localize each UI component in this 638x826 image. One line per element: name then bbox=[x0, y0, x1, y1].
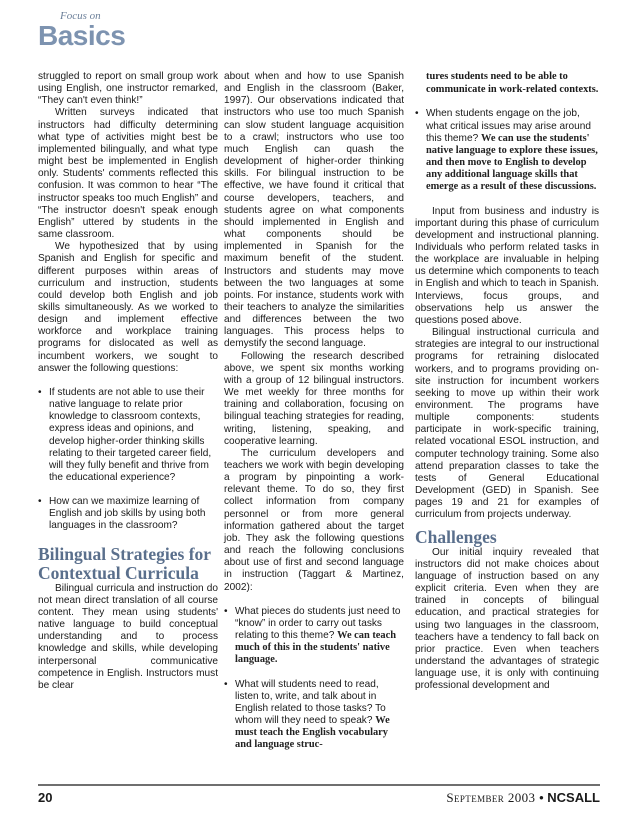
question-list bbox=[38, 496, 218, 532]
list-item bbox=[224, 606, 404, 667]
list-item: • If students are not able to use their native language to relate prior knowledge to classroom contexts, express ideas and opinions, and develop higher-order thinking skills relating to their targeted career field, will they fully benefit and thrive from the educational experience? bbox=[38, 387, 218, 484]
footer-issue-line bbox=[446, 790, 600, 806]
masthead-logo bbox=[38, 10, 178, 52]
masthead-basics: Basics bbox=[38, 20, 126, 51]
publisher-name: NCSALL bbox=[547, 790, 600, 805]
answer-text: We must teach the English vocabulary and language struc- bbox=[235, 714, 390, 751]
list-item bbox=[224, 679, 404, 752]
question-text: What will students need to read, listen to, write, and talk about in English related to those tasks? To whom will they need to speak? bbox=[235, 678, 386, 726]
question-list bbox=[224, 679, 404, 752]
answer-text: We can teach much of this in the students' native language. bbox=[235, 630, 396, 666]
issue-date: September 2003 bbox=[446, 790, 536, 805]
list-item bbox=[415, 108, 599, 193]
column-2 bbox=[224, 71, 404, 751]
question-list bbox=[224, 606, 404, 667]
section-heading: Challenges bbox=[415, 526, 497, 547]
answer-continuation: tures students need to be able to communicate in work-related contexts. bbox=[426, 71, 599, 95]
paragraph: Following the research described above, we spent six months working with a group of 12 bilingual instructors. We met weekly for three months for training and collaboration, focusing on bilingual teaching strategies for reading, writing, listening, speaking, and cooperative learning. bbox=[224, 350, 404, 447]
paragraph: Input from business and industry is important during this phase of curriculum development and instructional planning. Individuals who perform related tasks in the workplace are invaluable in helping us determine which components to teach in English and which to teach in Spanish. Interviews, focus groups, and observations help us answer the questions posed above. bbox=[415, 205, 599, 326]
masthead-focus-on: Focus on bbox=[60, 10, 101, 22]
column-3 bbox=[415, 71, 599, 692]
paragraph: Written surveys indicated that instructors had difficulty determining what type of activities might best be implemented bilingually, and what type might best be implemented in English only. Students' comments reflected this confusion. It was common to hear “The instructor speaks too much English” and “The instructor doesn't speak enough English” uttered by students in the same classroom. bbox=[38, 107, 218, 241]
paragraph: We hypothesized that by using Spanish and English for specific and different purposes within areas of curriculum and instruction, students could develop both English and job skills simultaneously. As we worked to design and implement effective workforce and workplace training programs for dislocated as well as incumbent workers, we sought to answer the following questions: bbox=[38, 241, 218, 374]
footer-rule bbox=[38, 784, 600, 786]
page-number: 20 bbox=[38, 790, 53, 805]
question-text: When students engage on the job, what critical issues may arise around this theme? bbox=[426, 108, 591, 144]
footer-separator: • bbox=[539, 790, 544, 805]
paragraph: Bilingual instructional curricula and strategies are integral to our instructional programs for retraining dislocated workers, and to programs providing on-site instruction for incumbent workers seeking to move up within their work environment. The programs have multiple components: students participate in work-specific training, related vocational ESOL instruction, and computer technology training. Some also attend preparation classes to take the tests of General Educational Development (GED) in Spanish. See pages 19 and 21 for examples of curriculum from projects underway. bbox=[415, 327, 599, 521]
question-list bbox=[38, 387, 218, 484]
column-1 bbox=[38, 71, 218, 692]
paragraph: The curriculum developers and teachers we work with begin developing a program by pinpointing a work-relevant theme. To do so, they first collect information from company personnel or from more general information gathered about the target job. They ask the following questions and reach the following conclusions about use of first and second language in instruction (Taggart & Martinez, 2002): bbox=[224, 447, 404, 593]
question-text: What pieces do students just need to “know” in order to carry out tasks relating to this theme? bbox=[235, 605, 401, 642]
paragraph: struggled to report on small group work using English, one instructor remarked, “They can't even think!” bbox=[38, 71, 218, 107]
list-item: • How can we maximize learning of English and job skills by using both languages in the classroom? bbox=[38, 496, 218, 532]
answer-text: We can use the students' native language to explore these issues, and then move to English to develop any additional language skills that emerge as a result of these discussions. bbox=[426, 132, 598, 193]
paragraph: Our initial inquiry revealed that instructors did not make choices about language of instruction based on any explicit criteria. Even when they are trained in concepts of bilingual education, and practical strategies for using two languages in the classroom, teachers have a tendency to fall back on prior practice. Even when teachers understand the advantages of strategic language use, it is only with continuing professional development and bbox=[415, 546, 599, 692]
paragraph: Bilingual curricula and instruction do not mean direct translation of all course content. They mean using students' native language to build conceptual understanding and to process knowledge and skills, while developing interpersonal communicative competence in English. Instructors must be clear bbox=[38, 582, 218, 691]
paragraph: about when and how to use Spanish and English in the classroom (Baker, 1997). Our observations indicated that instructors who use too much Spanish can slow student language acquisition to a crawl; instructors who use too much English can quash the development of higher-order thinking skills. For bilingual instruction to be effective, we have found it critical that course developers, teachers, and students agree on what components should implemented in English and what components should be implemented in Spanish for the maximum benefit of the student. Instructors and students may move between the two languages at some points. For instance, students work with their teachers to analyze the similarities and differences between the two languages. This process helps to demystify the second language. bbox=[224, 71, 404, 350]
section-heading: Bilingual Strategies for Contextual Curricula bbox=[38, 543, 211, 583]
question-list bbox=[415, 108, 599, 193]
